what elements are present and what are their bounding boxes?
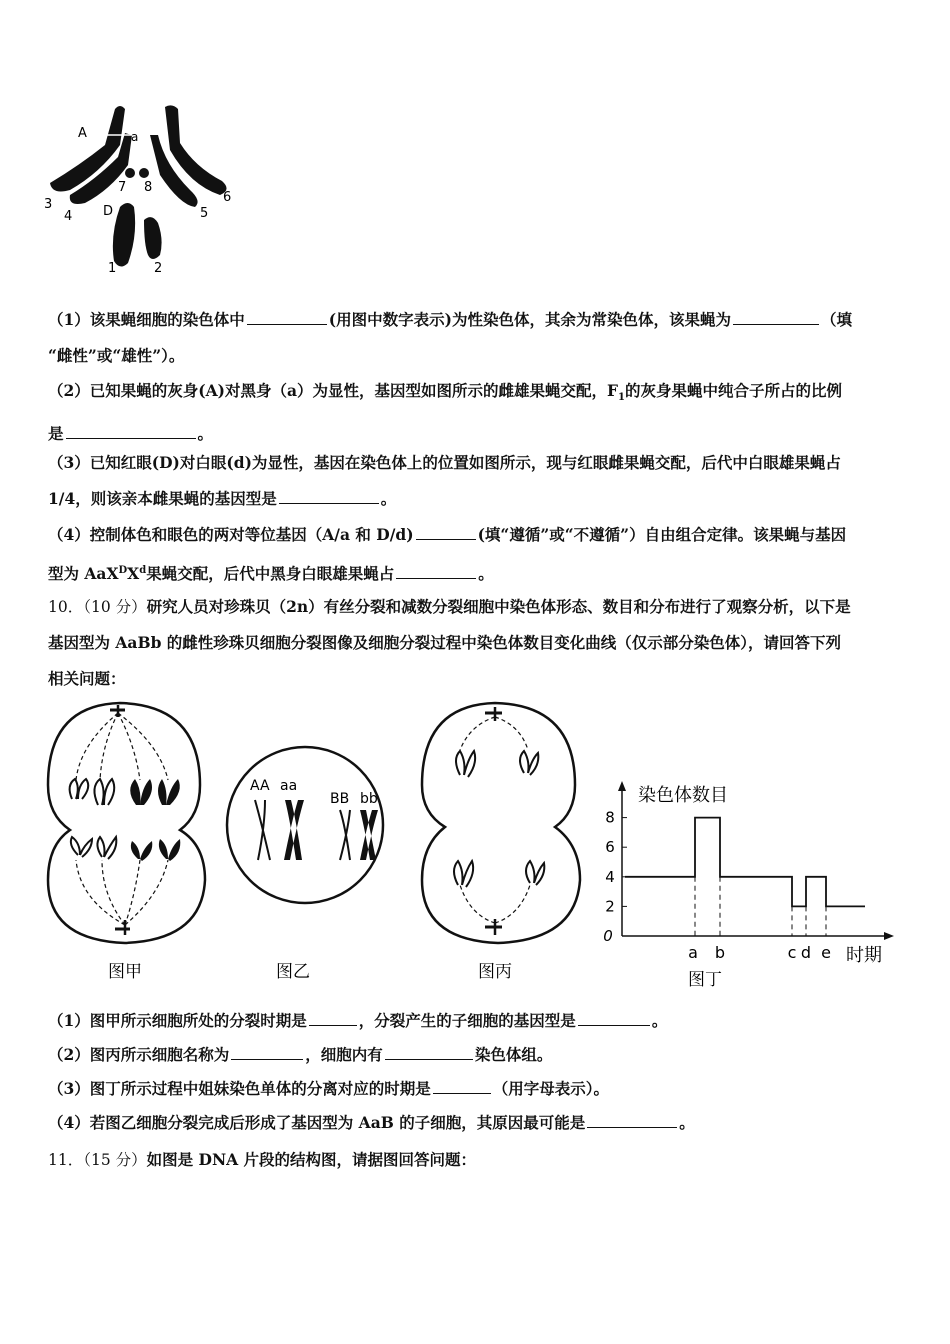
answer-blank[interactable] xyxy=(733,306,819,325)
caption-jia: 图甲 xyxy=(108,962,142,982)
answer-blank[interactable] xyxy=(247,306,327,325)
answer-blank[interactable] xyxy=(433,1075,491,1094)
answer-blank[interactable] xyxy=(66,420,196,439)
svg-text:AA: AA xyxy=(250,778,270,794)
y-tick-label: 6 xyxy=(605,838,615,857)
answer-blank[interactable] xyxy=(231,1041,303,1060)
chromosome-2 xyxy=(144,217,162,259)
q9-part4: （4）控制体色和眼色的两对等位基因（A/a 和 D/d) (填“遵循”或“不遵循”）自由组合定律。该果蝇与基因 型为 $AaX^DX^d$果蝇交配，后代中黑身白眼雄果蝇占 。 xyxy=(48,517,908,592)
x-tick-label-d: d xyxy=(800,943,812,962)
svg-text:BB: BB xyxy=(330,791,350,807)
label-A: A xyxy=(78,126,87,141)
chromosome-count-line xyxy=(625,818,865,907)
fruit-fly-chromosome-figure xyxy=(40,95,240,280)
y-tick-label: 8 xyxy=(605,808,615,827)
q10-part2: （2）图丙所示细胞名称为 ，细胞内有 染色体组。 xyxy=(48,1038,908,1072)
label-6: 6 xyxy=(223,190,232,205)
y-axis-label: 染色体数目 xyxy=(638,785,728,806)
y-tick-label: 2 xyxy=(605,897,615,916)
label-2: 2 xyxy=(154,261,163,276)
label-1: 1 xyxy=(108,261,117,276)
label-8: 8 xyxy=(144,180,153,195)
label-a: a xyxy=(131,130,139,144)
label-3: 3 xyxy=(44,197,53,212)
caption-bing: 图丙 xyxy=(478,962,512,982)
q9-part3: （3）已知红眼(D)对白眼(d)为显性，基因在染色体上的位置如图所示，现与红眼雌果蝇交配，后代中白眼雄果蝇占 1/4，则该亲本雌果蝇的基因型是 。 xyxy=(48,453,841,508)
cell-yi xyxy=(227,747,383,903)
answer-blank[interactable] xyxy=(396,560,476,579)
answer-blank[interactable] xyxy=(385,1041,473,1060)
q10-part3: （3）图丁所示过程中姐妹染色单体的分离对应的时期是 （用字母表示）。 xyxy=(48,1072,908,1106)
answer-blank[interactable] xyxy=(578,1007,650,1026)
caption-yi: 图乙 xyxy=(276,962,310,982)
q10-part1: （1）图甲所示细胞所处的分裂时期是 ，分裂产生的子细胞的基因型是 。 xyxy=(48,1004,908,1038)
chromosome-count-chart xyxy=(603,781,894,966)
answer-blank[interactable] xyxy=(279,485,379,504)
answer-blank[interactable] xyxy=(309,1007,357,1026)
caption-ding: 图丁 xyxy=(688,970,722,990)
chromosome-7 xyxy=(125,168,135,178)
label-D: D xyxy=(103,204,114,219)
cell-jia xyxy=(48,703,205,943)
x-axis-label: 时期 xyxy=(846,945,882,966)
cell-division-figure xyxy=(40,695,910,995)
svg-text:aa: aa xyxy=(280,778,298,794)
q10-part4: （4）若图乙细胞分裂完成后形成了基因型为 AaB 的子细胞，其原因最可能是 。 xyxy=(48,1106,908,1140)
label-5: 5 xyxy=(200,206,209,221)
x-tick-label-c: c xyxy=(787,943,797,962)
q9-part1: （1）该果蝇细胞的染色体中 (用图中数字表示)为性染色体，其余为常染色体，该果蝇为 （填 “雌性”或“雄性”）。 xyxy=(48,302,908,374)
svg-text:bb: bb xyxy=(360,791,378,807)
chromosome-8 xyxy=(139,168,149,178)
cell-bing xyxy=(422,703,580,943)
chromosome-1 xyxy=(113,203,135,267)
x-tick-label-b: b xyxy=(714,943,726,962)
label-4: 4 xyxy=(64,209,73,224)
q10-stem: 10．（10 分）研究人员对珍珠贝（2n）有丝分裂和减数分裂细胞中染色体形态、数目和分布进行了观察分析，以下是 基因型为 AaBb 的雌性珍珠贝细胞分裂图像及细胞分裂过程中染色体数目变化曲线（仅示部分染色体），请回答下列 相关问题： xyxy=(48,597,851,688)
x-tick-label-e: e xyxy=(821,943,831,962)
y-tick-label: 0 xyxy=(603,927,613,945)
q11-stem: 11．（15 分）如图是 DNA 片段的结构图，请据图回答问题： xyxy=(48,1150,477,1169)
label-7: 7 xyxy=(118,180,127,195)
answer-blank[interactable] xyxy=(416,521,476,540)
q9-part2: （2）已知果蝇的灰身(A)对黑身（a）为显性，基因型如图所示的雌雄果蝇交配，$F_1$的灰身果蝇中纯合子所占的比例 是 。 xyxy=(48,381,843,444)
answer-blank[interactable] xyxy=(587,1109,677,1128)
y-tick-label: 4 xyxy=(605,867,615,886)
x-tick-label-a: a xyxy=(688,943,698,962)
